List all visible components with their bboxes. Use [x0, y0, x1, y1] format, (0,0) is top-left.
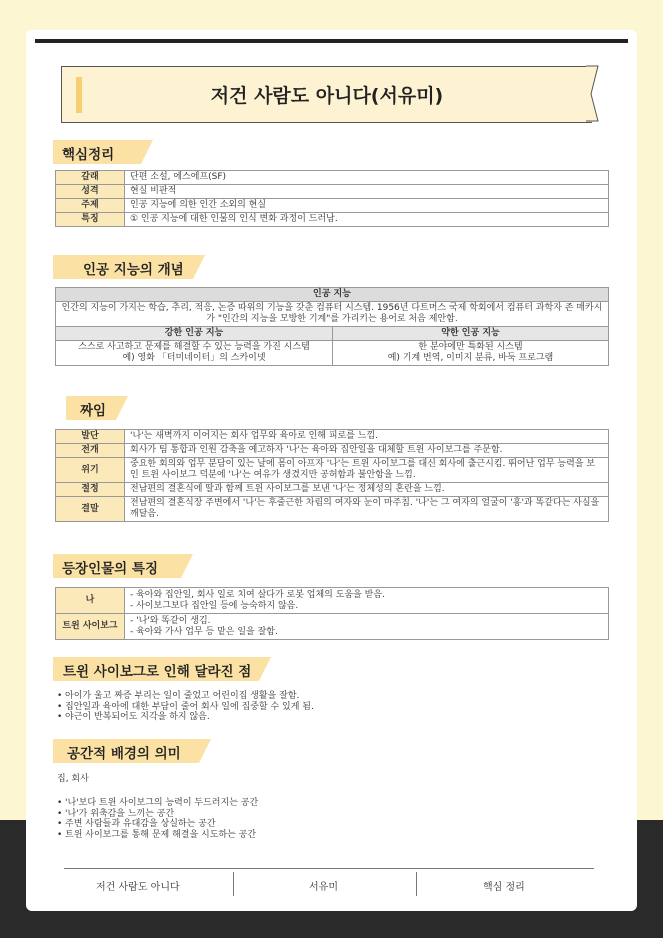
section-ai-label: 인공 지능의 개념	[83, 262, 184, 278]
plot-key: 절정	[56, 483, 125, 497]
table-row	[56, 497, 609, 522]
table-row	[56, 213, 609, 227]
char-key: 나	[56, 588, 125, 614]
footer-separator	[233, 872, 234, 896]
footer-work-title: 저건 사람도 아니다	[96, 882, 180, 893]
table-row	[56, 199, 609, 213]
table-row	[56, 185, 609, 199]
char-line: - 육아와 가사 업무 등 맡은 일을 잘함.	[130, 626, 278, 637]
char-desc	[125, 588, 609, 614]
footer-section: 핵심 정리	[483, 882, 525, 893]
chars-table	[55, 587, 609, 640]
core-value: 인공 지능에 의한 인간 소외의 현실	[125, 199, 609, 213]
plot-table	[55, 429, 609, 522]
ai-strong-desc: 스스로 사고하고 문제를 해결할 수 있는 능력을 가진 시스템	[78, 342, 310, 352]
section-core-label: 핵심정리	[62, 147, 115, 163]
plot-value: 전남편의 결혼식에 딸과 함께 트윈 사이보그를 보낸 '나'는 정체성의 혼란을 느낌.	[125, 483, 609, 497]
table-row	[56, 483, 609, 497]
list-item: • '나'가 위축감을 느끼는 공간	[57, 809, 258, 820]
plot-key: 결말	[56, 497, 125, 522]
ai-definition: 인간의 지능이 가지는 학습, 추리, 적응, 논증 따위의 기능을 갖춘 컴퓨터 시스템. 1956년 다트머스 국제 학회에서 컴퓨터 과학자 존 매카시가 "인간의 지능을 모방한 기계"를 가리키는 용어로 처음 제안함.	[56, 302, 609, 327]
section-changes-label: 트윈 사이보그로 인해 달라진 점	[63, 664, 252, 680]
changes-list	[57, 691, 314, 723]
plot-key: 위기	[56, 458, 125, 483]
plot-key: 전개	[56, 444, 125, 458]
table-row	[56, 171, 609, 185]
section-chars-label: 등장인물의 특징	[62, 561, 158, 577]
ai-weak-cell	[333, 341, 609, 366]
list-item: • 주변 사람들과 유대감을 상실하는 공간	[57, 819, 258, 830]
footer-divider	[64, 868, 594, 869]
ai-weak-head: 약한 인공 지능	[333, 327, 609, 341]
ai-head: 인공 지능	[56, 288, 609, 302]
table-row	[56, 430, 609, 444]
table-row	[56, 302, 609, 327]
section-plot-label: 짜임	[80, 403, 107, 419]
table-row	[56, 444, 609, 458]
core-key: 특징	[56, 213, 125, 227]
title-banner-notch	[586, 65, 606, 123]
table-row	[56, 288, 609, 302]
plot-value: 회사가 팀 통합과 인원 감축을 예고하자 '나'는 육아와 집안일을 대체할 트윈 사이보그를 주문함.	[125, 444, 609, 458]
section-space-label: 공간적 배경의 의미	[67, 746, 181, 762]
table-row	[56, 614, 609, 640]
core-table	[55, 170, 609, 227]
ai-weak-example: 예) 기계 번역, 이미지 분류, 바둑 프로그램	[387, 353, 554, 363]
list-item: • '나'보다 트윈 사이보그의 능력이 두드러지는 공간	[57, 798, 258, 809]
space-place: 집, 회사	[57, 774, 89, 784]
ai-weak-desc: 한 분야에만 특화된 시스템	[418, 342, 523, 352]
list-item: • 야근이 반복되어도 지각을 하지 않음.	[57, 712, 314, 723]
document-page	[26, 30, 637, 911]
page-title: 저건 사람도 아니다(서유미)	[210, 85, 444, 107]
char-line: - 육아와 집안일, 회사 일로 치여 살다가 로봇 업체의 도움을 받음.	[130, 589, 385, 600]
core-value: 현실 비판적	[125, 185, 609, 199]
ai-table	[55, 287, 609, 366]
table-row	[56, 588, 609, 614]
list-item: • 트윈 사이보그를 통해 문제 해결을 시도하는 공간	[57, 830, 258, 841]
core-key: 성격	[56, 185, 125, 199]
plot-value: 중요한 회의와 업무 분담이 있는 날에 몸이 아프자 '나'는 트윈 사이보그를 대신 회사에 출근시킴. 뛰어난 업무 능력을 보인 트윈 사이보그 덕분에 '나'는 여유가 생겼지만 공허함과 불안함을 느낌.	[125, 458, 609, 483]
core-value: ① 인공 지능에 대한 인물의 인식 변화 과정이 드러남.	[125, 213, 609, 227]
top-rule	[35, 39, 628, 43]
char-line: - 사이보그보다 집안일 등에 능숙하지 않음.	[130, 600, 299, 611]
char-key: 트윈 사이보그	[56, 614, 125, 640]
ai-strong-example: 예) 영화 「터미네이터」의 스카이넷	[122, 353, 266, 363]
list-item: • 아이가 울고 짜증 부리는 일이 줄었고 어린이집 생활을 잘함.	[57, 691, 314, 702]
ai-strong-head: 강한 인공 지능	[56, 327, 333, 341]
ai-strong-cell	[56, 341, 333, 366]
char-line: - '나'와 똑같이 생김.	[130, 615, 211, 626]
table-row	[56, 341, 609, 366]
footer-author: 서유미	[309, 882, 338, 893]
plot-value: 전남편의 결혼식장 주변에서 '나'는 후줄근한 차림의 여자와 눈이 마주침. '나'는 그 여자의 얼굴이 '홍'과 똑같다는 사실을 깨달음.	[125, 497, 609, 522]
table-row	[56, 458, 609, 483]
core-key: 갈래	[56, 171, 125, 185]
title-banner	[61, 66, 592, 123]
list-item: • 집안일과 육아에 대한 부담이 줄어 회사 일에 집중할 수 있게 됨.	[57, 702, 314, 713]
char-desc	[125, 614, 609, 640]
space-list	[57, 798, 258, 840]
core-key: 주제	[56, 199, 125, 213]
core-value: 단편 소설, 에스에프(SF)	[125, 171, 609, 185]
plot-value: '나'는 새벽까지 이어지는 회사 업무와 육아로 인해 피로를 느낌.	[125, 430, 609, 444]
table-row	[56, 327, 609, 341]
plot-key: 발단	[56, 430, 125, 444]
footer-separator	[416, 872, 417, 896]
